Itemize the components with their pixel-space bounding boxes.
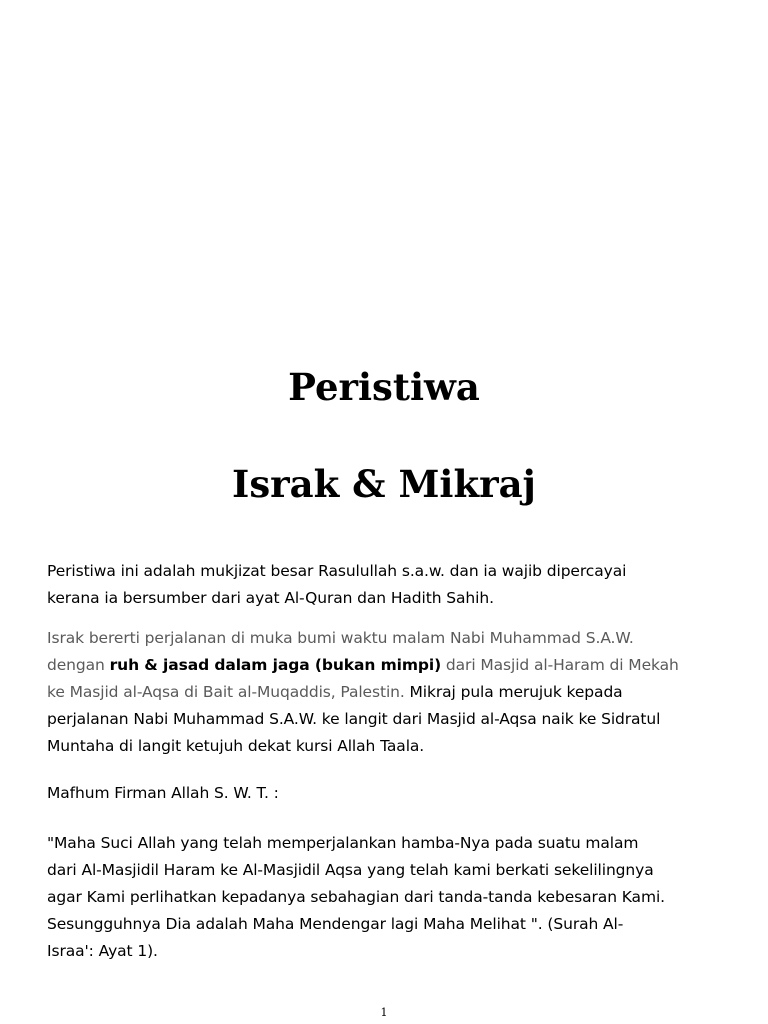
quote-line-3: agar Kami perlihatkan kepadanya sebahagian dari tanda-tanda kebesaran Kami. [47, 888, 665, 906]
mikraj-definition-line-4: perjalanan Nabi Muhammad S.A.W. ke langit dari Masjid al-Aqsa naik ke Sidratul [47, 710, 661, 728]
israk-definition-prefix: dengan [47, 656, 110, 674]
quote-line-2: dari Al-Masjidil Haram ke Al-Masjidil Aqsa yang telah kami berkati sekelilingnya [47, 861, 654, 879]
page-number: 1 [380, 1006, 388, 1019]
quote-intro: Mafhum Firman Allah S. W. T. : [47, 784, 279, 802]
quote-line-1: "Maha Suci Allah yang telah memperjalankan hamba-Nya pada suatu malam [47, 834, 639, 852]
title-line-1: Peristiwa [288, 365, 480, 409]
quote-line-5: Israa': Ayat 1). [47, 942, 158, 960]
mikraj-definition-line-5: Muntaha di langit ketujuh dekat kursi Allah Taala. [47, 737, 425, 755]
intro-paragraph [47, 558, 727, 612]
title-line-2: Israk & Mikraj [232, 462, 536, 506]
israk-definition-after-bold: dari Masjid al-Haram di Mekah [441, 656, 679, 674]
quote-line-4: Sesungguhnya Dia adalah Maha Mendengar lagi Maha Melihat ". (Surah Al- [47, 915, 624, 933]
definition-paragraph [47, 625, 727, 760]
mikraj-definition-start: Mikraj pula merujuk kepada [404, 683, 623, 701]
israk-definition-line-3: ke Masjid al-Aqsa di Bait al-Muqaddis, Palestin. [47, 683, 405, 701]
intro-line-2: kerana ia bersumber dari ayat Al-Quran dan Hadith Sahih. [47, 589, 494, 607]
intro-line-1: Peristiwa ini adalah mukjizat besar Rasulullah s.a.w. dan ia wajib dipercayai [47, 562, 627, 580]
israk-definition-line-1: Israk bererti perjalanan di muka bumi waktu malam Nabi Muhammad S.A.W. [47, 629, 634, 647]
quran-quote-paragraph [47, 830, 727, 965]
emphasis-phrase: ruh & jasad dalam jaga (bukan mimpi) [109, 656, 442, 674]
